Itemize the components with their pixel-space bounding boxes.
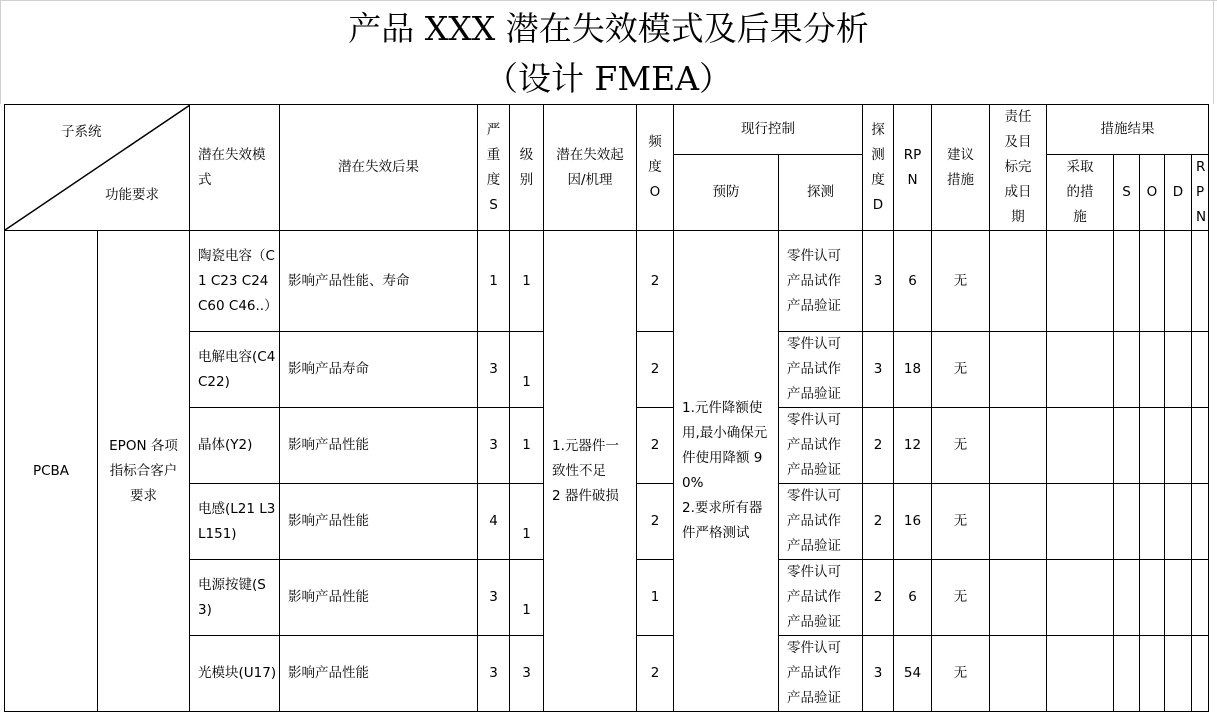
responsibility-cell bbox=[990, 332, 1047, 408]
detection-control-cell: 零件认可 产品试作 产品验证 bbox=[779, 408, 863, 484]
class-cell: 3 bbox=[510, 636, 544, 712]
rpn-header: RPN bbox=[894, 105, 932, 231]
function-cell: EPON 各项指标合客户要求 bbox=[98, 231, 190, 712]
detection-header: 探测度D bbox=[863, 105, 894, 231]
d-cell bbox=[1165, 332, 1192, 408]
o-cell bbox=[1140, 560, 1165, 636]
document-subtitle: （设计 FMEA） bbox=[484, 59, 733, 98]
severity-cell: 4 bbox=[478, 484, 510, 560]
s-cell bbox=[1114, 636, 1140, 712]
recommended-cell: 无 bbox=[932, 408, 990, 484]
severity-cell: 3 bbox=[478, 332, 510, 408]
detection-control-cell: 零件认可 产品试作 产品验证 bbox=[779, 484, 863, 560]
responsibility-cell bbox=[990, 231, 1047, 332]
failure-mode-cell: 电感(L21 L3 L151) bbox=[190, 484, 280, 560]
recommended-cell: 无 bbox=[932, 636, 990, 712]
d-cell bbox=[1165, 560, 1192, 636]
top-border bbox=[0, 0, 1217, 1]
detection-control-cell: 零件认可 产品试作 产品验证 bbox=[779, 332, 863, 408]
rpn2-cell bbox=[1192, 231, 1209, 332]
rpn-cell: 16 bbox=[894, 484, 932, 560]
detection-cell: 2 bbox=[863, 484, 894, 560]
recommended-header: 建议措施 bbox=[932, 105, 990, 231]
occurrence-cell: 2 bbox=[637, 231, 674, 332]
subsystem-cell: PCBA bbox=[5, 231, 98, 712]
occurrence-cell: 2 bbox=[637, 636, 674, 712]
occurrence-header: 频度O bbox=[637, 105, 674, 231]
o-header: O bbox=[1140, 155, 1165, 231]
effect-header: 潜在失效后果 bbox=[280, 105, 478, 231]
s-cell bbox=[1114, 484, 1140, 560]
action-results-header: 措施结果 bbox=[1047, 105, 1209, 155]
responsibility-cell bbox=[990, 636, 1047, 712]
occurrence-cell: 2 bbox=[637, 408, 674, 484]
class-cell: 1 bbox=[510, 484, 544, 560]
prevention-cell: 1.元件降额使用,最小确保元件使用降额 90% 2.要求所有器件严格测试 bbox=[674, 231, 779, 712]
failure-mode-cell: 电解电容(C4 C22) bbox=[190, 332, 280, 408]
severity-header: 严重度S bbox=[478, 105, 510, 231]
effect-cell: 影响产品性能 bbox=[280, 560, 478, 636]
detection-control-header: 探测 bbox=[779, 155, 863, 231]
actions-taken-cell bbox=[1047, 560, 1114, 636]
actions-taken-cell bbox=[1047, 484, 1114, 560]
responsibility-cell bbox=[990, 560, 1047, 636]
d-cell bbox=[1165, 636, 1192, 712]
severity-cell: 3 bbox=[478, 560, 510, 636]
failure-mode-header: 潜在失效模式 bbox=[190, 105, 280, 231]
s-cell bbox=[1114, 332, 1140, 408]
severity-cell: 3 bbox=[478, 408, 510, 484]
cause-cell: 1.元器件一致性不足 2 器件破损 bbox=[544, 231, 637, 712]
recommended-cell: 无 bbox=[932, 332, 990, 408]
rpn-cell: 18 bbox=[894, 332, 932, 408]
rpn-cell: 6 bbox=[894, 560, 932, 636]
o-cell bbox=[1140, 231, 1165, 332]
rpn2-cell bbox=[1192, 332, 1209, 408]
s-cell bbox=[1114, 231, 1140, 332]
recommended-cell: 无 bbox=[932, 231, 990, 332]
class-cell: 1 bbox=[510, 408, 544, 484]
class-header: 级别 bbox=[510, 105, 544, 231]
subsystem-header: 子系统 bbox=[61, 124, 102, 140]
effect-cell: 影响产品寿命 bbox=[280, 332, 478, 408]
prevention-header: 预防 bbox=[674, 155, 779, 231]
actions-taken-cell bbox=[1047, 231, 1114, 332]
d-cell bbox=[1165, 231, 1192, 332]
class-cell: 1 bbox=[510, 332, 544, 408]
d-cell bbox=[1165, 484, 1192, 560]
table-row bbox=[5, 231, 1209, 332]
actions-taken-cell bbox=[1047, 332, 1114, 408]
failure-mode-cell: 光模块(U17) bbox=[190, 636, 280, 712]
responsibility-cell bbox=[990, 408, 1047, 484]
cause-header: 潜在失效起因/机理 bbox=[544, 105, 637, 231]
rpn2-cell bbox=[1192, 636, 1209, 712]
occurrence-cell: 2 bbox=[637, 332, 674, 408]
effect-cell: 影响产品性能 bbox=[280, 408, 478, 484]
detection-control-cell: 零件认可 产品试作 产品验证 bbox=[779, 560, 863, 636]
responsibility-header: 责任及目标完成日期 bbox=[990, 105, 1047, 231]
rpn2-cell bbox=[1192, 408, 1209, 484]
occurrence-cell: 2 bbox=[637, 484, 674, 560]
detection-control-cell: 零件认可 产品试作 产品验证 bbox=[779, 231, 863, 332]
class-cell: 1 bbox=[510, 560, 544, 636]
rpn-cell: 6 bbox=[894, 231, 932, 332]
class-cell: 1 bbox=[510, 231, 544, 332]
rpn-cell: 54 bbox=[894, 636, 932, 712]
document-title: 产品 XXX 潜在失效模式及后果分析 bbox=[348, 9, 869, 48]
detection-cell: 2 bbox=[863, 560, 894, 636]
failure-mode-cell: 电源按键(S3) bbox=[190, 560, 280, 636]
o-cell bbox=[1140, 636, 1165, 712]
responsibility-cell bbox=[990, 484, 1047, 560]
rpn2-header: RPN bbox=[1192, 155, 1209, 231]
rpn-cell: 12 bbox=[894, 408, 932, 484]
o-cell bbox=[1140, 332, 1165, 408]
d-header: D bbox=[1165, 155, 1192, 231]
recommended-cell: 无 bbox=[932, 484, 990, 560]
fmea-table bbox=[4, 104, 1209, 712]
effect-cell: 影响产品性能 bbox=[280, 484, 478, 560]
effect-cell: 影响产品性能、寿命 bbox=[280, 231, 478, 332]
rpn2-cell bbox=[1192, 560, 1209, 636]
failure-mode-cell: 陶瓷电容（C1 C23 C24 C60 C46..） bbox=[190, 231, 280, 332]
occurrence-cell: 1 bbox=[637, 560, 674, 636]
detection-cell: 2 bbox=[863, 408, 894, 484]
severity-cell: 3 bbox=[478, 636, 510, 712]
effect-cell: 影响产品性能 bbox=[280, 636, 478, 712]
o-cell bbox=[1140, 484, 1165, 560]
detection-control-cell: 零件认可 产品试作 产品验证 bbox=[779, 636, 863, 712]
failure-mode-cell: 晶体(Y2) bbox=[190, 408, 280, 484]
o-cell bbox=[1140, 408, 1165, 484]
actions-taken-header: 采取的措施 bbox=[1047, 155, 1114, 231]
actions-taken-cell bbox=[1047, 408, 1114, 484]
function-header: 功能要求 bbox=[105, 187, 159, 203]
d-cell bbox=[1165, 408, 1192, 484]
rpn2-cell bbox=[1192, 484, 1209, 560]
s-header: S bbox=[1114, 155, 1140, 231]
detection-cell: 3 bbox=[863, 332, 894, 408]
current-control-header: 现行控制 bbox=[674, 105, 863, 155]
detection-cell: 3 bbox=[863, 636, 894, 712]
subsystem-function-header bbox=[5, 105, 190, 231]
detection-cell: 3 bbox=[863, 231, 894, 332]
recommended-cell: 无 bbox=[932, 560, 990, 636]
s-cell bbox=[1114, 408, 1140, 484]
severity-cell: 1 bbox=[478, 231, 510, 332]
s-cell bbox=[1114, 560, 1140, 636]
actions-taken-cell bbox=[1047, 636, 1114, 712]
